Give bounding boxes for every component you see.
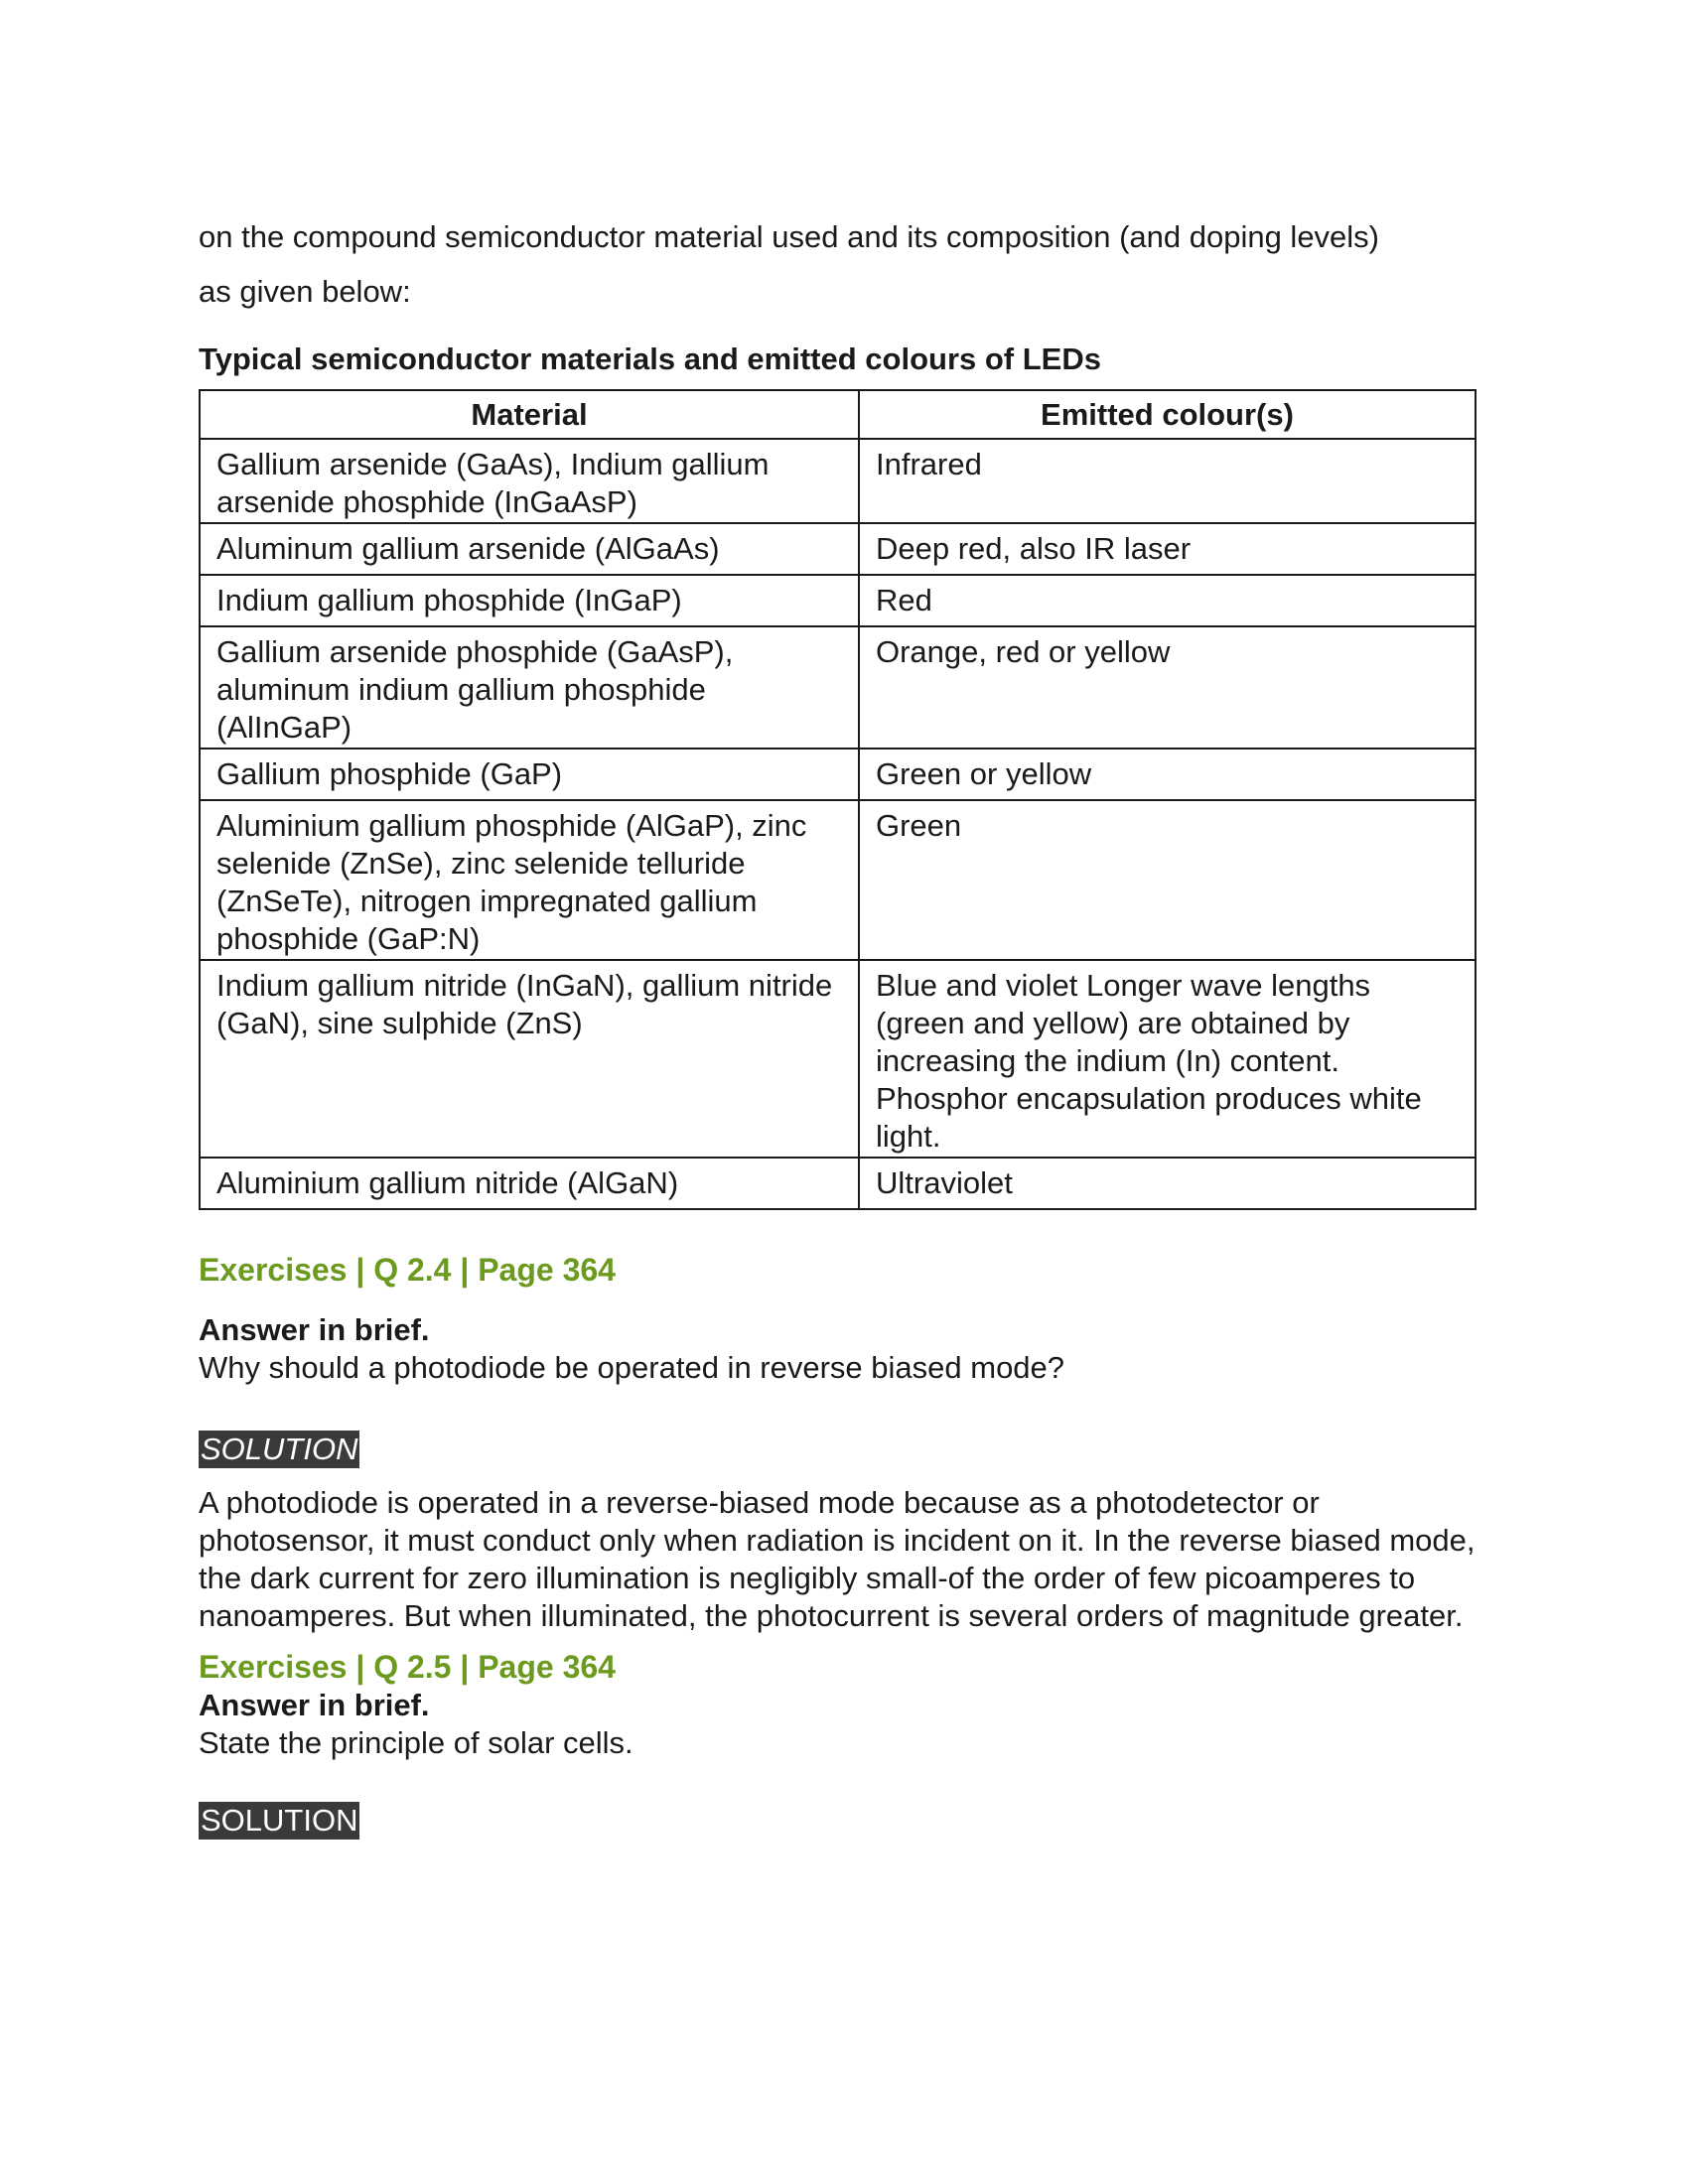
intro-line-2: as given below: [199,274,411,309]
answer-instruction: Answer in brief. [199,1688,430,1722]
document-page [199,208,1479,1840]
header-emitted-colour: Emitted colour(s) [859,390,1476,439]
colour-cell: Deep red, also IR laser [859,523,1476,575]
colour-cell: Ultraviolet [859,1158,1476,1209]
colour-cell: Orange, red or yellow [859,626,1476,749]
material-cell: Gallium arsenide phosphide (GaAsP), aluminum indium gallium phosphide (AlInGaP) [200,626,859,749]
exercise-q2-4 [199,1250,1479,1635]
table-row [200,960,1476,1158]
colour-cell: Infrared [859,439,1476,523]
header-material: Material [200,390,859,439]
exercise-heading: Exercises | Q 2.4 | Page 364 [199,1252,616,1288]
question-text: Why should a photodiode be operated in reverse biased mode? [199,1350,1065,1385]
table-row [200,800,1476,960]
table-row [200,575,1476,626]
solution-text: A photodiode is operated in a reverse-biased mode because as a photodetector or photosensor, it must conduct only when radiation is incident on it. In the reverse biased mode, the dark current for zero illumination is negligibly small-of the order of few picoamperes to nanoamperes. But when illuminated, the photocurrent is several orders of magnitude greater. [199,1485,1476,1633]
table-row [200,626,1476,749]
question-text: State the principle of solar cells. [199,1725,633,1760]
exercise-heading: Exercises | Q 2.5 | Page 364 [199,1649,616,1685]
colour-cell: Red [859,575,1476,626]
colour-cell: Green [859,800,1476,960]
material-cell: Gallium phosphide (GaP) [200,749,859,800]
led-materials-table [199,389,1477,1210]
answer-instruction: Answer in brief. [199,1312,430,1347]
table-row [200,1158,1476,1209]
exercise-q2-5 [199,1647,1479,1840]
material-cell: Aluminium gallium nitride (AlGaN) [200,1158,859,1209]
solution-badge: SOLUTION [201,1803,358,1838]
material-cell: Indium gallium nitride (InGaN), gallium nitride (GaN), sine sulphide (ZnS) [200,960,859,1158]
table-row [200,523,1476,575]
material-cell: Gallium arsenide (GaAs), Indium gallium arsenide phosphide (InGaAsP) [200,439,859,523]
table-caption: Typical semiconductor materials and emitted colours of LEDs [199,341,1101,376]
intro-line-1: on the compound semiconductor material used and its composition (and doping levels) [199,219,1380,254]
table-row [200,749,1476,800]
material-cell: Indium gallium phosphide (InGaP) [200,575,859,626]
table-header-row [200,390,1476,439]
colour-cell: Green or yellow [859,749,1476,800]
table-row [200,439,1476,523]
material-cell: Aluminium gallium phosphide (AlGaP), zinc selenide (ZnSe), zinc selenide telluride (ZnSeTe), nitrogen impregnated gallium phosphide (GaP:N) [200,800,859,960]
solution-badge: SOLUTION [201,1432,358,1466]
material-cell: Aluminum gallium arsenide (AlGaAs) [200,523,859,575]
colour-cell: Blue and violet Longer wave lengths (green and yellow) are obtained by increasing the indium (In) content. Phosphor encapsulation produces white light. [859,960,1476,1158]
